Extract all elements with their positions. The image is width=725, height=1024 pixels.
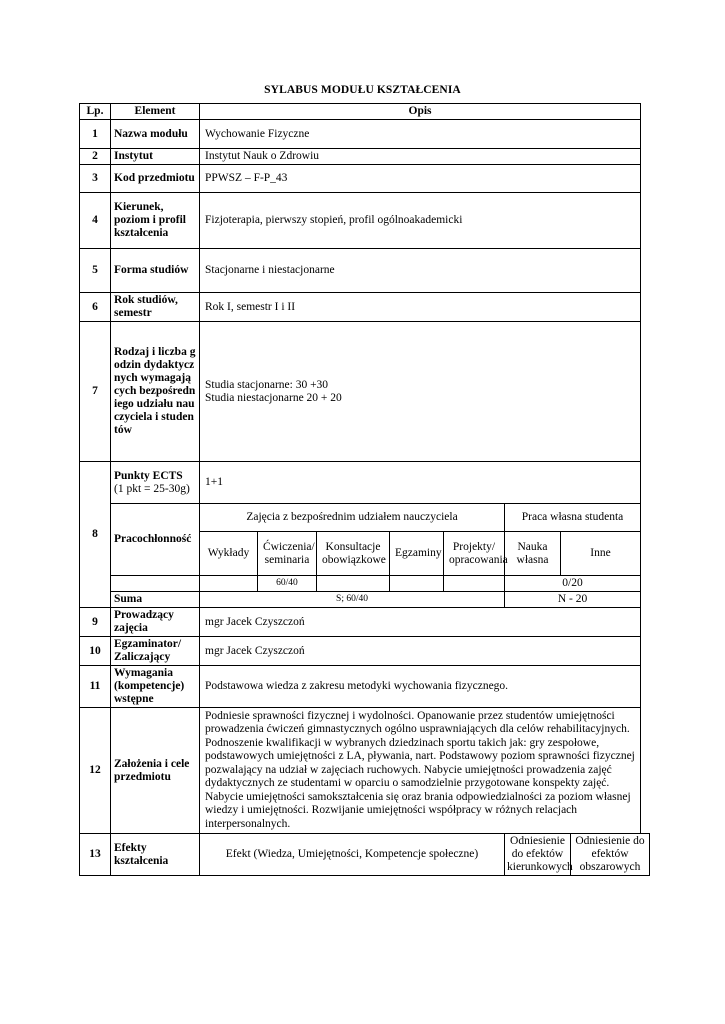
- row-description: [200, 322, 641, 462]
- effects-area-ref: Odniesienie do efektów obszarowych: [571, 834, 650, 876]
- col-exercises: Ćwiczenia/ seminaria: [258, 532, 317, 576]
- row-element: Nazwa modułu: [111, 120, 200, 149]
- row-number: 7: [80, 322, 111, 462]
- ects-label-rest: (1 pkt = 25-30g): [114, 482, 190, 495]
- row-element: Kierunek, poziom i profil kształcenia: [111, 193, 200, 249]
- header-element: Element: [111, 104, 200, 120]
- col-self-study: Nauka własna: [505, 532, 561, 576]
- value-lectures: [200, 576, 258, 592]
- workload-values-row: [80, 576, 650, 592]
- value-consultations: [317, 576, 390, 592]
- row-description: Fizjoterapia, pierwszy stopień, profil ogólnoakademicki: [200, 193, 641, 249]
- row-description: mgr Jacek Czyszczoń: [200, 637, 641, 666]
- table-row: [80, 608, 650, 637]
- document-title: SYLABUS MODUŁU KSZTAŁCENIA: [264, 84, 461, 96]
- value-projects: [444, 576, 505, 592]
- ects-row: [80, 462, 650, 504]
- row-number: 1: [80, 120, 111, 149]
- col-exams: Egzaminy: [390, 532, 444, 576]
- table-row: [80, 120, 650, 149]
- ects-label: [111, 462, 200, 504]
- header-opis: Opis: [200, 104, 641, 120]
- row-element: Rok studiów, semestr: [111, 293, 200, 322]
- row-description: Stacjonarne i niestacjonarne: [200, 249, 641, 293]
- row-element: Egzaminator/ Zaliczający: [111, 637, 200, 666]
- ects-label-bold: Punkty ECTS: [114, 469, 183, 482]
- row-description: Wychowanie Fizyczne: [200, 120, 641, 149]
- row-description: Rok I, semestr I i II: [200, 293, 641, 322]
- table-row: [80, 149, 650, 165]
- table-row: [80, 322, 650, 462]
- workload-label: Pracochłonność: [111, 504, 200, 576]
- row-description: Podstawowa wiedza z zakresu metodyki wychowania fizycznego.: [200, 666, 641, 708]
- table-row: [80, 637, 650, 666]
- row-element: Instytut: [111, 149, 200, 165]
- table-row: [80, 249, 650, 293]
- row-element: Wymagania (kompetencje) wstępne: [111, 666, 200, 708]
- sum-self-study: N - 20: [505, 592, 641, 608]
- row-element: Rodzaj i liczba godzin dydaktycznych wymagających bezpośredniego udziału nauczyciela i studentów: [111, 322, 200, 462]
- row-number: 10: [80, 637, 111, 666]
- col-other: Inne: [561, 532, 641, 576]
- table-header-row: [80, 104, 650, 120]
- contact-hours-header: Zajęcia z bezpośrednim udziałem nauczyciela: [200, 504, 505, 532]
- header-lp: Lp.: [80, 104, 111, 120]
- table-row: [80, 666, 650, 708]
- row-number: 9: [80, 608, 111, 637]
- sum-row: [80, 592, 650, 608]
- workload-group-row: [80, 504, 650, 532]
- self-study-header: Praca własna studenta: [505, 504, 641, 532]
- row-element: Założenia i cele przedmiotu: [111, 708, 200, 834]
- row-number: 12: [80, 708, 111, 834]
- row-element: Kod przedmiotu: [111, 165, 200, 193]
- row-number: 2: [80, 149, 111, 165]
- table-row: [80, 165, 650, 193]
- row-number: 5: [80, 249, 111, 293]
- table-row: [80, 708, 650, 834]
- value-self-study: 0/20: [505, 576, 641, 592]
- value-exercises: 60/40: [258, 576, 317, 592]
- row-element: Forma studiów: [111, 249, 200, 293]
- row-number: 6: [80, 293, 111, 322]
- col-consultations: Konsultacje obowiązkowe: [317, 532, 390, 576]
- row-element: Prowadzący zajęcia: [111, 608, 200, 637]
- table-row: [80, 293, 650, 322]
- row-element: Efekty kształcenia: [111, 834, 200, 876]
- effects-row: [80, 834, 650, 876]
- effects-directional-ref: Odniesienie do efektów kierunkowych: [505, 834, 571, 876]
- syllabus-table: [79, 103, 650, 876]
- col-projects: Projekty/ opracowania: [444, 532, 505, 576]
- value-exams: [390, 576, 444, 592]
- row-number: 13: [80, 834, 111, 876]
- row-number: 11: [80, 666, 111, 708]
- col-lectures: Wykłady: [200, 532, 258, 576]
- sum-label: Suma: [111, 592, 200, 608]
- row-description: Instytut Nauk o Zdrowiu: [200, 149, 641, 165]
- hours-stationary: Studia stacjonarne: 30 +30: [205, 378, 329, 391]
- effects-header: Efekt (Wiedza, Umiejętności, Kompetencje społeczne): [200, 834, 505, 876]
- workload-empty-cell: [111, 576, 200, 592]
- row-number: 3: [80, 165, 111, 193]
- sum-stationary: S; 60/40: [200, 592, 505, 608]
- table-row: [80, 193, 650, 249]
- hours-nonstationary: Studia niestacjonarne 20 + 20: [205, 391, 342, 404]
- row-description: mgr Jacek Czyszczoń: [200, 608, 641, 637]
- ects-value: 1+1: [200, 462, 641, 504]
- row-number: 4: [80, 193, 111, 249]
- row-description: PPWSZ – F-P_43: [200, 165, 641, 193]
- row-description: Podniesie sprawności fizycznej i wydolności. Opanowanie przez studentów umiejętności prowadzenia ćwiczeń gimnastycznych ogólno usprawniających dla celów rehabilitacyjnych. Podnoszenie kwalifikacji w wybranych dziedzinach sportu takich jak: gry zespołowe, podstawowych umiejętności z LA, pływania, nart. Podstawowy poziom sprawności fizycznej pozwalający na udział w zajęciach ruchowych. Nabycie umiejętności prowadzenia zajęć dydaktycznych ze studentami w oparciu o samodzielnie przygotowane konspekty zajęć. Nabycie umiejętności samokształcenia się oraz brania odpowiedzialności za poziom własnej wiedzy i umiejętności. Rozwijanie umiejętności współpracy w różnych relacjach interpersonalnych.: [200, 708, 641, 834]
- row-number: 8: [80, 462, 111, 608]
